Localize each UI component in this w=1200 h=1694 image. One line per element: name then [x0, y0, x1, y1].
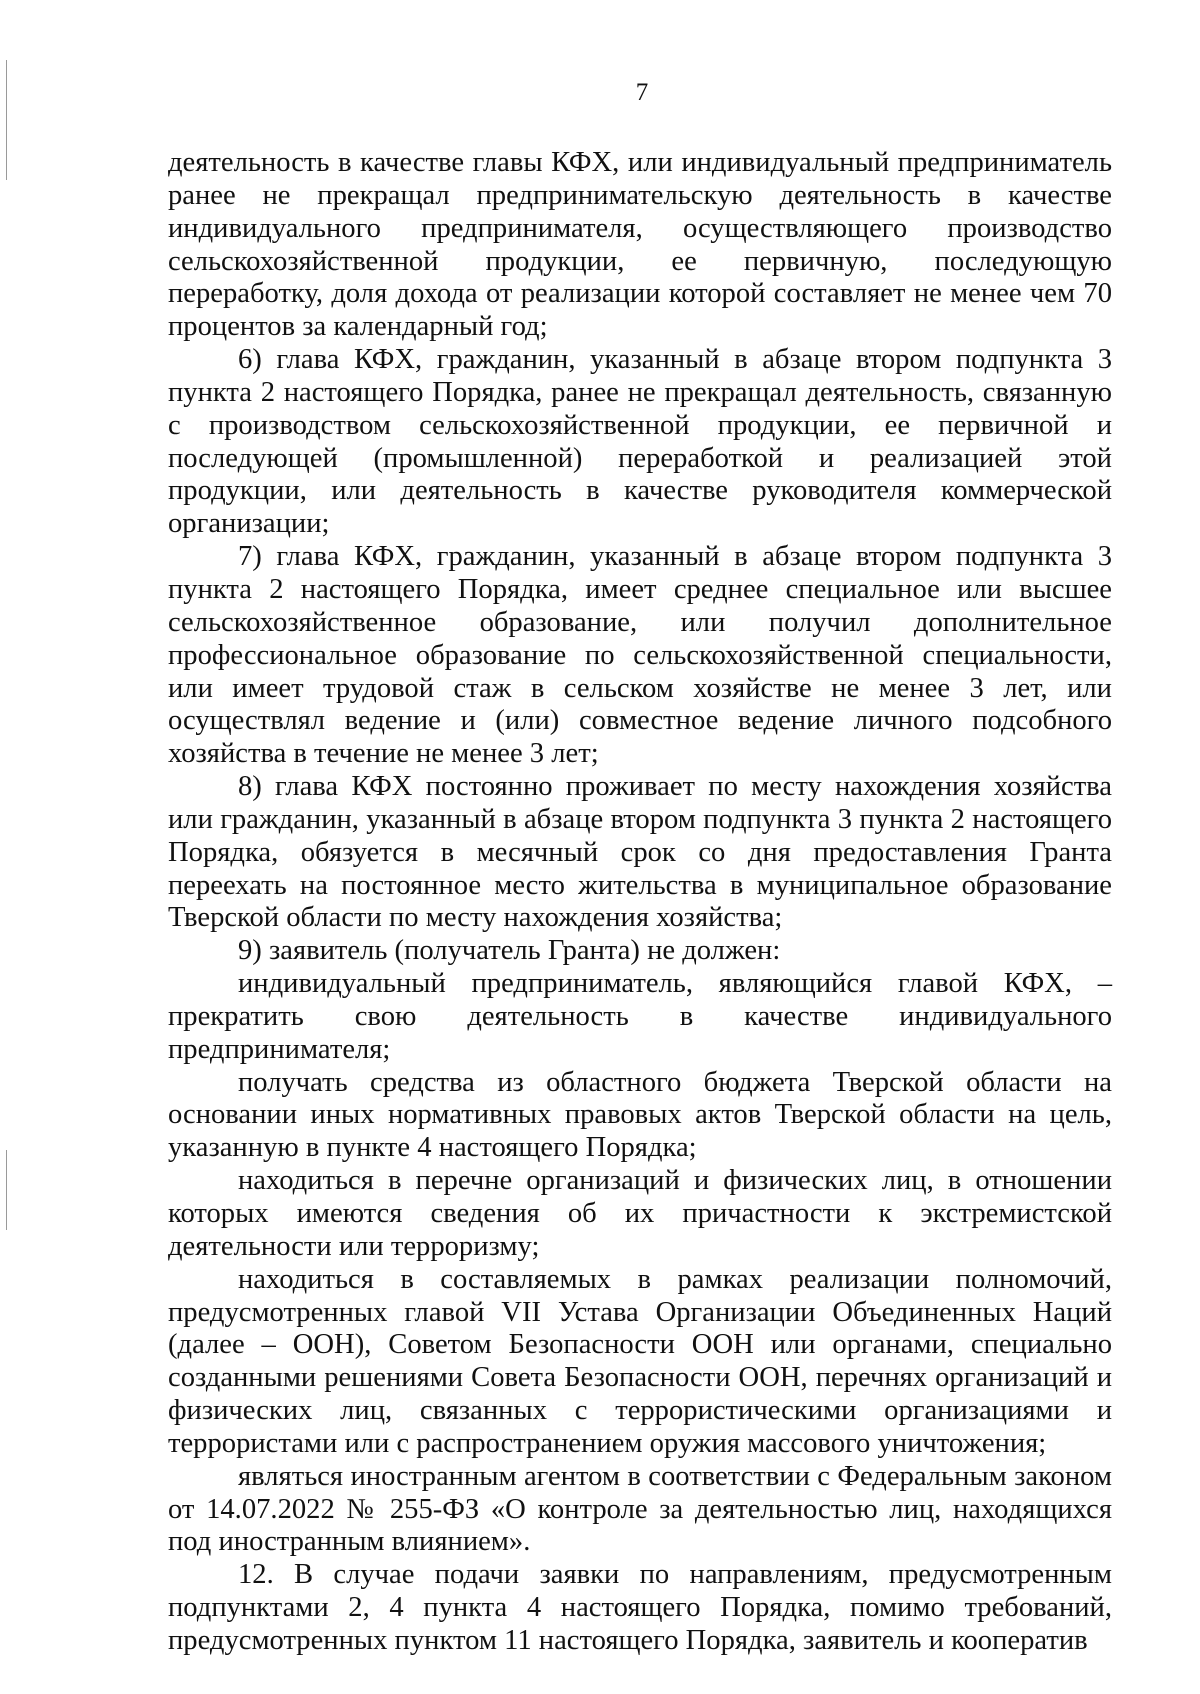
paragraph: 6) глава КФХ, гражданин, указанный в абзаце втором подпункта 3 пункта 2 настоящего Порядка, ранее не прекращал деятельность, связанную с производством сельскохозяйственной продукции, ее первичной и последующей (промышленной) переработкой и реализацией этой продукции, или деятельность в качестве руководителя коммерческой организации;: [168, 344, 1112, 540]
paragraph: деятельность в качестве главы КФХ, или индивидуальный предприниматель ранее не прекращал предпринимательскую деятельность в качестве индивидуального предпринимателя, осуществляющего производство сельскохозяйственной продукции, ее первичную, последующую переработку, доля дохода от реализации которой составляет не менее чем 70 процентов за календарный год;: [168, 147, 1112, 343]
paragraph: являться иностранным агентом в соответствии с Федеральным законом от 14.07.2022 № 255-ФЗ «О контроле за деятельностью лиц, находящихся под иностранным влиянием».: [168, 1460, 1112, 1558]
paragraph: 7) глава КФХ, гражданин, указанный в абзаце втором подпункта 3 пункта 2 настоящего Порядка, имеет среднее специальное или высшее сельскохозяйственное образование, или получил дополнительное профессиональное образование по сельскохозяйственной специальности, или имеет трудовой стаж в сельском хозяйстве не менее 3 лет, или осуществлял ведение и (или) совместное ведение личного подсобного хозяйства в течение не менее 3 лет;: [168, 541, 1112, 770]
paragraph: находиться в составляемых в рамках реализации полномочий, предусмотренных главой VII Устава Организации Объединенных Наций (далее – ООН), Советом Безопасности ООН или органами, специально созданными решениями Совета Безопасности ООН, перечнях организаций и физических лиц, связанных с террористическими организациями и террористами или с распространением оружия массового уничтожения;: [168, 1263, 1112, 1459]
page-number: 7: [635, 79, 649, 106]
paragraph: находиться в перечне организаций и физических лиц, в отношении которых имеются сведения об их причастности к экстремистской деятельности или терроризму;: [168, 1165, 1112, 1262]
paragraph: 12. В случае подачи заявки по направлениям, предусмотренным подпунктами 2, 4 пункта 4 настоящего Порядка, помимо требований, предусмотренных пунктом 11 настоящего Порядка, заявитель и кооператив: [168, 1559, 1112, 1656]
paragraph: 9) заявитель (получатель Гранта) не должен:: [238, 935, 781, 967]
paragraph: 8) глава КФХ постоянно проживает по месту нахождения хозяйства или гражданин, указанный в абзаце втором подпункта 3 пункта 2 настоящего Порядка, обязуется в месячный срок со дня предоставления Гранта переехать на постоянное место жительства в муниципальное образование Тверской области по месту нахождения хозяйства;: [168, 771, 1112, 934]
scan-edge-mark: [6, 1150, 7, 1230]
paragraph: получать средства из областного бюджета Тверской области на основании иных нормативных правовых актов Тверской области на цель, указанную в пункте 4 настоящего Порядка;: [168, 1066, 1112, 1164]
paragraph: индивидуальный предприниматель, являющийся главой КФХ, – прекратить свою деятельность в качестве индивидуального предпринимателя;: [168, 968, 1112, 1065]
document-body: [168, 147, 1112, 1658]
